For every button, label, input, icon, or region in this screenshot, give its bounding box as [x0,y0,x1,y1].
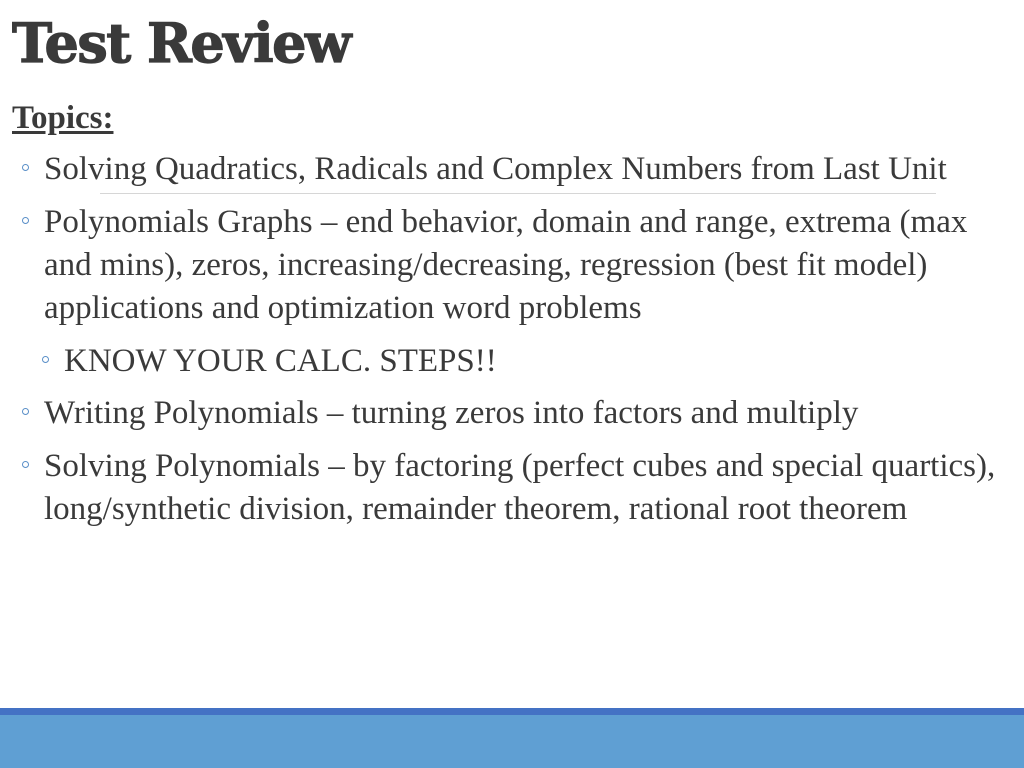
topic-text: Polynomials Graphs – end behavior, domain and range, extrema (max and mins), zeros, increasing/decreasing, regression (best fit model) applications and optimization word problems [44,204,968,326]
circle-bullet-icon [22,164,29,171]
circle-bullet-icon [22,461,29,468]
topic-text: Solving Quadratics, Radicals and Complex Numbers from Last Unit [44,151,947,187]
topic-item [20,201,1020,330]
circle-bullet-icon [22,217,29,224]
footer-bar [0,715,1024,768]
topic-item [20,148,1020,191]
topic-item [20,445,1020,531]
topics-heading: Topics: [12,100,114,136]
footer-accent-line [0,708,1024,715]
circle-bullet-icon [22,408,29,415]
circle-bullet-icon [42,356,49,363]
topic-list [20,148,1020,541]
subtopic-item [40,340,1020,383]
slide-title: Test Review [12,11,350,75]
topic-item [20,392,1020,435]
subtopic-text: KNOW YOUR CALC. STEPS!! [64,343,497,379]
topic-text: Writing Polynomials – turning zeros into factors and multiply [44,395,859,431]
topic-text: Solving Polynomials – by factoring (perfect cubes and special quartics), long/synthetic division, remainder theorem, rational root theorem [44,448,996,527]
